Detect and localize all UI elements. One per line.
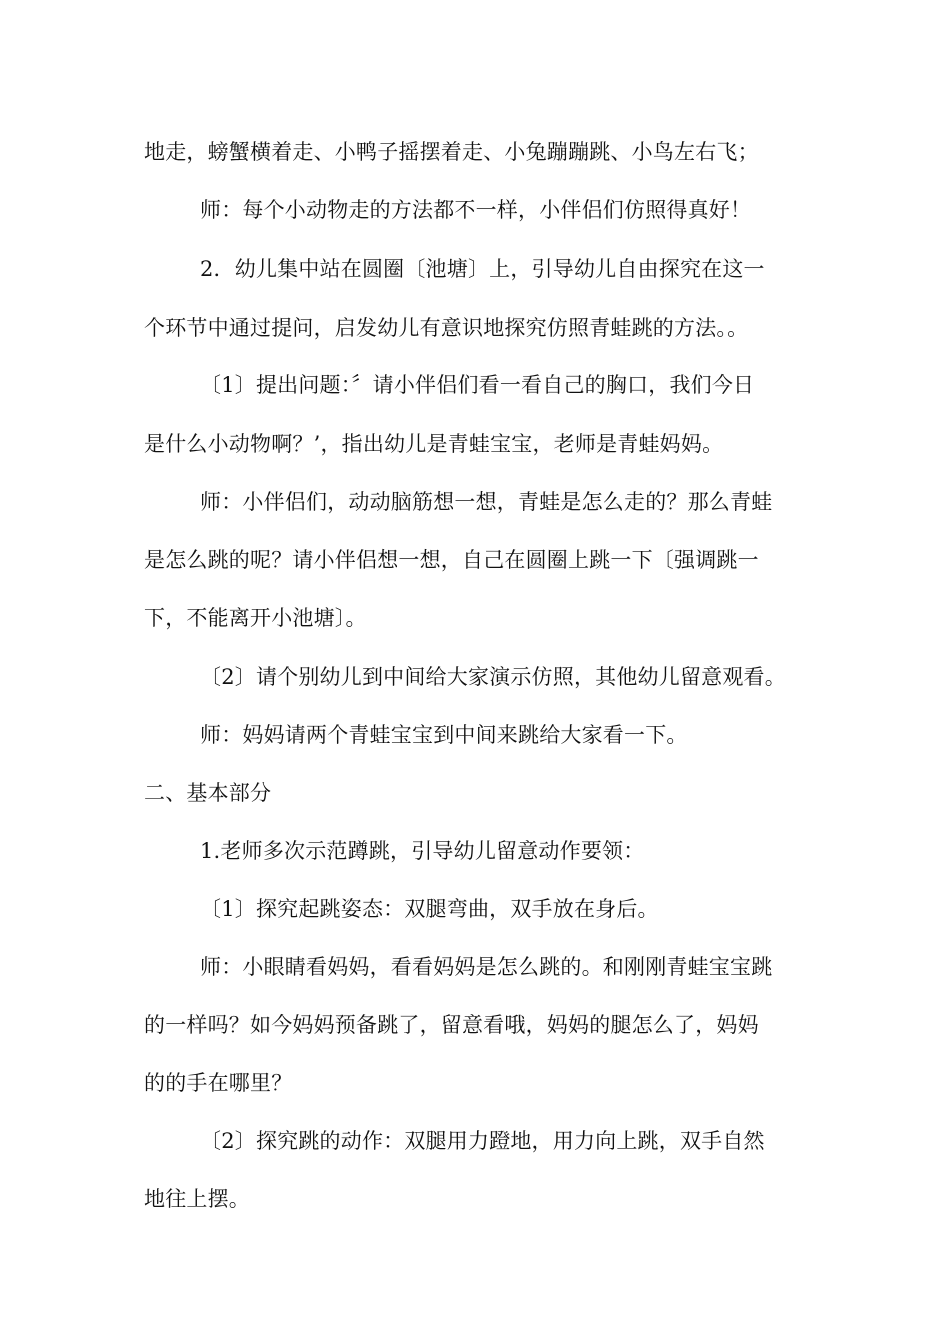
text-line-18: 〔2〕探究跳的动作：双腿用力蹬地，用力向上跳，双手自然 (200, 1129, 765, 1153)
section-heading: 二、基本部分 (144, 781, 272, 805)
text-line-13: 1.老师多次示范蹲跳，引导幼儿留意动作要领： (200, 839, 645, 863)
text-line-10: 〔2〕请个别幼儿到中间给大家演示仿照，其他幼儿留意观看。 (200, 665, 786, 689)
text-line-1: 地走，螃蟹横着走、小鸭子摇摆着走、小兔蹦蹦跳、小鸟左右飞； (144, 140, 759, 164)
text-line-8: 是怎么跳的呢？请小伴侣想一想，自己在圆圈上跳一下〔强调跳一 (144, 548, 759, 572)
text-line-17: 的的手在哪里？ (144, 1071, 293, 1095)
text-line-11: 师：妈妈请两个青蛙宝宝到中间来跳给大家看一下。 (200, 723, 688, 747)
text-line-6: 是什么小动物啊？’，指出幼儿是青蛙宝宝，老师是青蛙妈妈。 (144, 432, 724, 456)
text-line-5: 〔1〕提出问题：〞请小伴侣们看一看自己的胸口，我们今日 (200, 373, 755, 397)
text-line-14: 〔1〕探究起跳姿态：双腿弯曲，双手放在身后。 (200, 897, 659, 921)
text-line-9: 下，不能离开小池塘〕。 (144, 606, 367, 630)
text-line-3: 2．幼儿集中站在圆圈〔池塘〕上，引导幼儿自由探究在这一 (200, 257, 765, 281)
text-line-2: 师：每个小动物走的方法都不一样，小伴侣们仿照得真好！ (200, 198, 752, 222)
text-line-16: 的一样吗？如今妈妈预备跳了，留意看哦，妈妈的腿怎么了，妈妈 (144, 1013, 759, 1037)
text-line-4: 个环节中通过提问，启发幼儿有意识地探究仿照青蛙跳的方法。。 (144, 316, 749, 340)
text-line-7: 师：小伴侣们，动动脑筋想一想，青蛙是怎么走的？那么青蛙 (200, 490, 773, 514)
text-line-15: 师：小眼睛看妈妈，看看妈妈是怎么跳的。和刚刚青蛙宝宝跳 (200, 955, 773, 979)
text-line-19: 地往上摆。 (144, 1187, 250, 1211)
